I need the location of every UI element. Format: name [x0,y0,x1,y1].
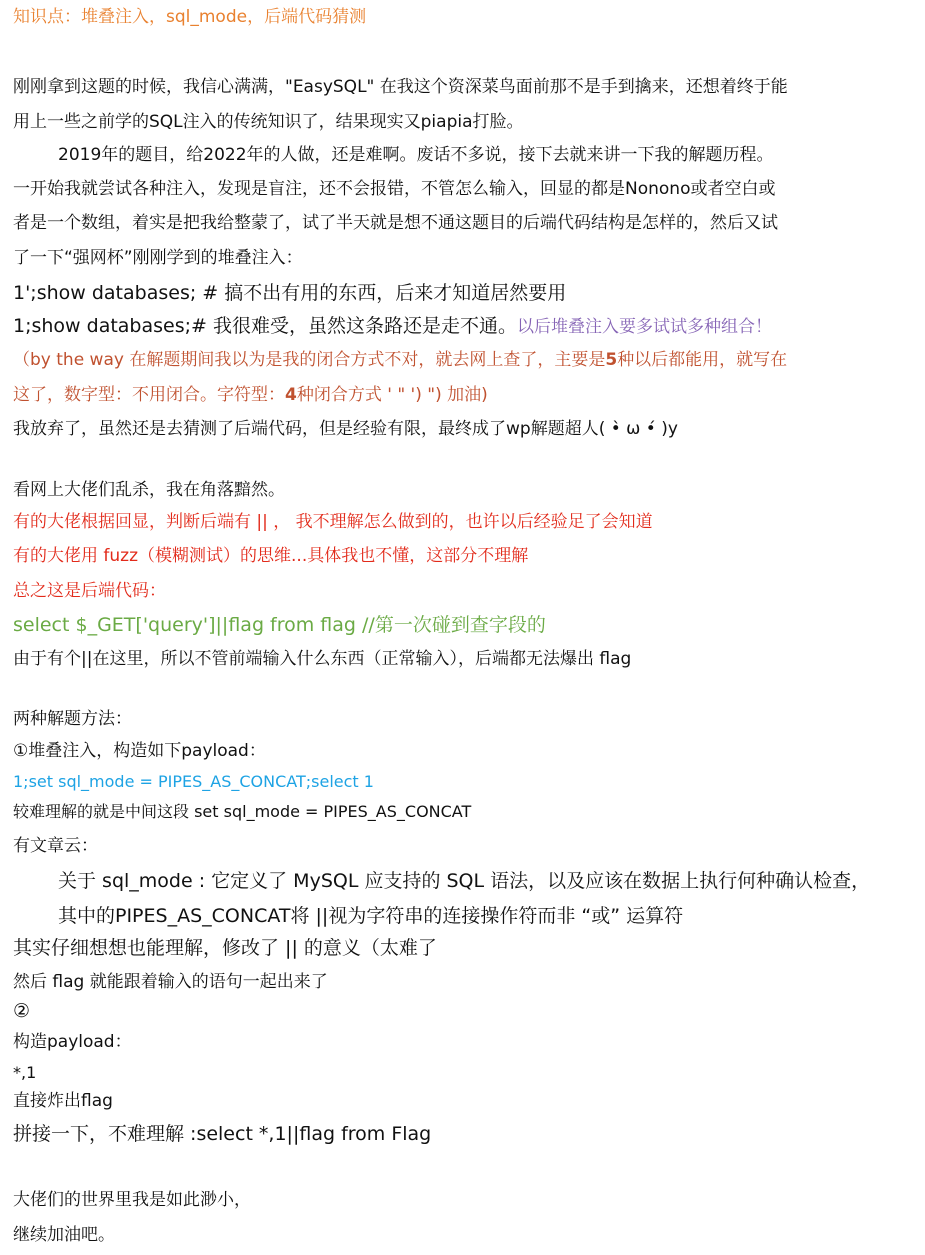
note-text: （by the way 在解题期间我以为是我的闭合方式不对，就去网上查了，主要是 [13,350,606,370]
text-line: 看网上大佬们乱杀，我在角落黯然。 [13,480,285,500]
text-line: 两种解题方法： [13,709,132,729]
text-line: 了一下“强网杯”刚刚学到的堆叠注入： [13,248,303,268]
note-line [13,385,488,406]
highlight-note: 以后堆叠注入要多试试多种组合！ [516,317,772,337]
note-text: 种以后都能用，就写在 [617,350,788,370]
text-line: 有文章云： [13,836,98,856]
text-line: 我放弃了，虽然还是去猜测了后端代码，但是经验有限，最终成了wp解题超人( •̀ ω •́ )y [13,419,678,439]
text-line: 直接炸出flag [13,1091,113,1111]
text-line: 一开始我就尝试各种注入，发现是盲注，还不会报错，不管怎么输入，回显的都是Nonono或者空白或 [13,179,776,199]
text-line: 拼接一下，不难理解 :select *,1||flag from Flag [13,1123,432,1145]
page-title: 知识点：堆叠注入，sql_mode，后端代码猜测 [13,7,367,27]
note-number: 4 [285,385,297,405]
note-number: 5 [605,350,618,370]
text-line: 构造payload： [13,1032,132,1052]
note-text: 种闭合方式 ' " ') ") 加油) [296,385,488,405]
text-line: 由于有个||在这里，所以不管前端输入什么东西（正常输入），后端都无法爆出 flag [13,649,632,669]
quote-line: 关于 sql_mode : 它定义了 MySQL 应支持的 SQL 语法，以及应该在数据上执行何种确认检查， [58,870,871,892]
code-text: 1;show databases;# 我很难受，虽然这条路还是走不通。 [13,315,517,337]
text-line: ② [13,1000,31,1022]
text-line: 继续加油吧。 [13,1225,115,1245]
code-line: 1;set sql_mode = PIPES_AS_CONCAT;select 1 [13,772,374,791]
text-line: ①堆叠注入，构造如下payload： [13,741,266,761]
code-line [13,315,772,339]
text-line: 总之这是后端代码： [13,581,166,601]
text-line: 刚刚拿到这题的时候，我信心满满，"EasySQL" 在我这个资深菜鸟面前那不是手到擒来，还想着终于能 [13,77,788,97]
text-line: 大佬们的世界里我是如此渺小， [13,1190,251,1210]
text-line: 其实仔细想想也能理解，修改了 || 的意义（太难了 [13,937,437,959]
text-line: 者是一个数组，着实是把我给整蒙了，试了半天就是想不通这题目的后端代码结构是怎样的，然后又试 [13,213,778,233]
text-line: 然后 flag 就能跟着输入的语句一起出来了 [13,972,328,992]
text-line: 2019年的题目，给2022年的人做，还是难啊。废话不多说，接下去就来讲一下我的解题历程。 [58,145,774,165]
quote-line: 其中的PIPES_AS_CONCAT将 ||视为字符串的连接操作符而非 “或” 运算符 [58,905,684,927]
text-line: 较难理解的就是中间这段 set sql_mode = PIPES_AS_CONCAT [13,802,472,821]
code-line: *,1 [13,1063,37,1082]
text-line: 有的大佬根据回显，判断后端有 || ， 我不理解怎么做到的，也许以后经验足了会知道 [13,512,653,532]
text-line: 有的大佬用 fuzz（模糊测试）的思维...具体我也不懂，这部分不理解 [13,546,529,566]
code-line: 1';show databases; # 搞不出有用的东西，后来才知道居然要用 [13,282,567,304]
note-text: 这了，数字型：不用闭合。字符型： [13,385,285,405]
note-line [13,350,787,371]
code-line: select $_GET['query']||flag from flag //第一次碰到查字段的 [13,614,546,636]
text-line: 用上一些之前学的SQL注入的传统知识了，结果现实又piapia打脸。 [13,112,524,132]
